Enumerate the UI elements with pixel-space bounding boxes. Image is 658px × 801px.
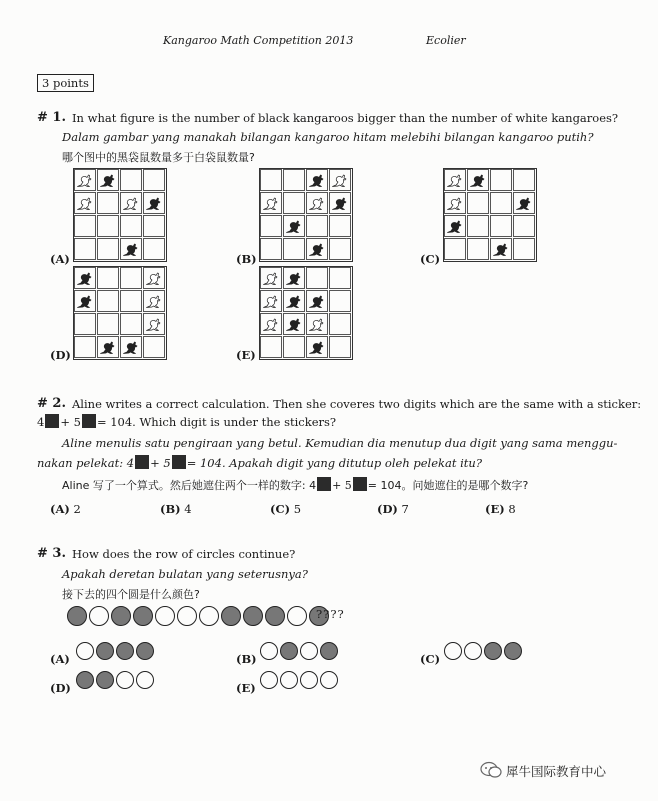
black-kangaroo-icon <box>308 294 326 309</box>
black-kangaroo-icon <box>492 242 510 257</box>
empty-cell <box>143 215 165 237</box>
black-kangaroo-cell <box>143 192 165 214</box>
grey-circle <box>320 642 338 660</box>
empty-cell <box>74 215 96 237</box>
empty-cell <box>143 238 165 260</box>
white-circle <box>89 606 109 626</box>
black-kangaroo-cell <box>444 215 466 237</box>
white-kangaroo-cell <box>143 313 165 335</box>
black-kangaroo-cell <box>490 238 512 260</box>
grey-circle <box>133 606 153 626</box>
q2-chinese-pre: Aline 写了一个算式。然后她遮住两个一样的数字: 4 <box>62 479 317 492</box>
q1-figure-e-label: (E) <box>236 348 256 362</box>
black-kangaroo-cell <box>120 336 142 358</box>
empty-cell <box>467 238 489 260</box>
black-kangaroo-icon <box>99 340 117 355</box>
grey-circle <box>96 671 114 689</box>
empty-cell <box>283 169 305 191</box>
q3-option-c-label: (C) <box>420 652 441 666</box>
white-circle <box>260 671 278 689</box>
q3-number: # 3. <box>37 546 66 561</box>
q2-option-d: (D) 7 <box>377 502 409 516</box>
q2-malay-line1: Aline menulis satu pengiraan yang betul. Kemudian dia menutup dua digit yang sama menggu- <box>62 436 618 450</box>
white-kangaroo-cell <box>120 192 142 214</box>
white-circle <box>287 606 307 626</box>
points-box: 3 points <box>37 74 94 92</box>
q3-option-c-circles <box>444 642 524 660</box>
white-circle <box>300 642 318 660</box>
white-kangaroo-cell <box>260 313 282 335</box>
white-kangaroo-icon <box>331 173 349 188</box>
black-kangaroo-cell <box>283 267 305 289</box>
grey-circle <box>221 606 241 626</box>
black-kangaroo-cell <box>283 290 305 312</box>
q1-figure-c-grid <box>443 168 537 262</box>
white-kangaroo-icon <box>76 173 94 188</box>
black-kangaroo-cell <box>513 192 535 214</box>
empty-cell <box>329 336 351 358</box>
black-kangaroo-cell <box>306 238 328 260</box>
q2-option-c: (C) 5 <box>270 502 302 516</box>
white-circle <box>155 606 175 626</box>
empty-cell <box>329 215 351 237</box>
white-kangaroo-cell <box>329 169 351 191</box>
empty-cell <box>283 192 305 214</box>
q2-option-b: (B) 4 <box>160 502 192 516</box>
q2-chinese-plus: + 5 <box>332 479 352 492</box>
q1-chinese: 哪个图中的黑袋鼠数量多于白袋鼠数量? <box>62 151 255 164</box>
empty-cell <box>120 313 142 335</box>
empty-cell <box>97 238 119 260</box>
q1-malay: Dalam gambar yang manakah bilangan kangaroo hitam melebihi bilangan kangaroo putih? <box>62 130 594 144</box>
q3-option-e-circles <box>260 671 340 689</box>
black-kangaroo-cell <box>306 336 328 358</box>
black-kangaroo-icon <box>99 173 117 188</box>
q1-figure-c-label: (C) <box>420 252 441 266</box>
q1-figure-a-label: (A) <box>50 252 70 266</box>
white-kangaroo-icon <box>262 271 280 286</box>
white-kangaroo-cell <box>444 169 466 191</box>
black-kangaroo-cell <box>120 238 142 260</box>
q2-number: # 2. <box>37 396 66 411</box>
q3-malay: Apakah deretan bulatan yang seterusnya? <box>62 567 308 581</box>
grey-circle <box>96 642 114 660</box>
white-kangaroo-icon <box>76 196 94 211</box>
empty-cell <box>260 215 282 237</box>
empty-cell <box>120 267 142 289</box>
q3-option-a-circles <box>76 642 156 660</box>
white-circle <box>444 642 462 660</box>
sticker <box>172 455 186 469</box>
white-kangaroo-cell <box>74 192 96 214</box>
white-kangaroo-icon <box>145 271 163 286</box>
white-kangaroo-icon <box>308 196 326 211</box>
empty-cell <box>120 215 142 237</box>
black-kangaroo-icon <box>76 294 94 309</box>
empty-cell <box>143 336 165 358</box>
grey-circle <box>484 642 502 660</box>
empty-cell <box>260 238 282 260</box>
q3-chinese: 接下去的四个圆是什么颜色? <box>62 588 200 601</box>
q2-malay-rest: = 104. Apakah digit yang ditutup oleh pelekat itu? <box>186 456 483 470</box>
empty-cell <box>329 267 351 289</box>
empty-cell <box>444 238 466 260</box>
empty-cell <box>97 290 119 312</box>
q1-figure-a-grid <box>73 168 167 262</box>
q2-eq-digit: 4 <box>37 415 45 429</box>
empty-cell <box>260 169 282 191</box>
white-kangaroo-icon <box>446 173 464 188</box>
white-kangaroo-icon <box>262 317 280 332</box>
white-kangaroo-icon <box>145 317 163 332</box>
white-kangaroo-icon <box>446 196 464 211</box>
white-kangaroo-cell <box>306 313 328 335</box>
grey-circle <box>76 671 94 689</box>
empty-cell <box>490 215 512 237</box>
empty-cell <box>74 313 96 335</box>
empty-cell <box>329 290 351 312</box>
black-kangaroo-icon <box>122 242 140 257</box>
q2-chinese-rest: = 104。问她遮住的是哪个数字? <box>367 479 529 492</box>
white-circle <box>260 642 278 660</box>
q2-english-line1: Aline writes a correct calculation. Then she coveres two digits which are the same with a sticker: <box>72 397 642 411</box>
watermark-text: 犀牛国际教育中心 <box>506 764 607 779</box>
black-kangaroo-cell <box>74 290 96 312</box>
white-circle <box>177 606 197 626</box>
black-kangaroo-cell <box>74 267 96 289</box>
white-kangaroo-icon <box>308 317 326 332</box>
grey-circle <box>280 642 298 660</box>
white-kangaroo-cell <box>143 267 165 289</box>
empty-cell <box>283 238 305 260</box>
white-kangaroo-cell <box>260 290 282 312</box>
grey-circle <box>116 642 134 660</box>
empty-cell <box>513 238 535 260</box>
white-kangaroo-icon <box>122 196 140 211</box>
q1-english: In what figure is the number of black kangaroos bigger than the number of white kangaroes? <box>72 111 619 125</box>
wechat-icon <box>480 761 502 779</box>
grey-circle <box>67 606 87 626</box>
black-kangaroo-icon <box>122 340 140 355</box>
black-kangaroo-icon <box>145 196 163 211</box>
white-kangaroo-cell <box>74 169 96 191</box>
black-kangaroo-icon <box>308 340 326 355</box>
white-circle <box>464 642 482 660</box>
q3-option-e-label: (E) <box>236 681 256 695</box>
black-kangaroo-icon <box>285 271 303 286</box>
q1-figure-b-grid <box>259 168 353 262</box>
q3-question-marks: ???? <box>316 607 345 621</box>
q3-option-d-circles <box>76 671 156 689</box>
empty-cell <box>467 192 489 214</box>
q3-option-d-label: (D) <box>50 681 71 695</box>
white-kangaroo-icon <box>262 196 280 211</box>
empty-cell <box>74 238 96 260</box>
black-kangaroo-cell <box>329 192 351 214</box>
white-kangaroo-cell <box>306 192 328 214</box>
empty-cell <box>513 169 535 191</box>
black-kangaroo-cell <box>97 336 119 358</box>
empty-cell <box>120 169 142 191</box>
white-kangaroo-icon <box>262 294 280 309</box>
q3-circle-sequence <box>67 606 331 626</box>
black-kangaroo-icon <box>308 173 326 188</box>
q2-chinese-line <box>62 477 528 493</box>
q3-option-a-label: (A) <box>50 652 70 666</box>
sticker <box>45 414 59 428</box>
white-circle <box>280 671 298 689</box>
black-kangaroo-cell <box>467 169 489 191</box>
white-kangaroo-cell <box>260 192 282 214</box>
empty-cell <box>74 336 96 358</box>
white-circle <box>136 671 154 689</box>
black-kangaroo-icon <box>469 173 487 188</box>
competition-title: Kangaroo Math Competition 2013 <box>163 34 354 47</box>
black-kangaroo-icon <box>285 317 303 332</box>
q3-english: How does the row of circles continue? <box>72 547 296 561</box>
sticker <box>317 477 331 491</box>
black-kangaroo-cell <box>306 169 328 191</box>
white-circle <box>320 671 338 689</box>
q1-figure-b-label: (B) <box>236 252 257 266</box>
sticker <box>353 477 367 491</box>
grey-circle <box>243 606 263 626</box>
empty-cell <box>260 336 282 358</box>
black-kangaroo-icon <box>285 294 303 309</box>
q2-eq-plus: + 5 <box>60 415 81 429</box>
q3-option-b-circles <box>260 642 340 660</box>
q1-figure-e-grid <box>259 266 353 360</box>
sticker <box>135 455 149 469</box>
black-kangaroo-cell <box>306 290 328 312</box>
q1-figure-d-label: (D) <box>50 348 71 362</box>
sticker <box>82 414 96 428</box>
grey-circle <box>504 642 522 660</box>
empty-cell <box>306 215 328 237</box>
empty-cell <box>120 290 142 312</box>
empty-cell <box>306 267 328 289</box>
q1-number: # 1. <box>37 110 66 125</box>
grey-circle <box>136 642 154 660</box>
empty-cell <box>329 313 351 335</box>
white-kangaroo-icon <box>145 294 163 309</box>
q3-option-b-label: (B) <box>236 652 257 666</box>
white-circle <box>116 671 134 689</box>
empty-cell <box>97 313 119 335</box>
empty-cell <box>283 336 305 358</box>
white-kangaroo-cell <box>444 192 466 214</box>
white-circle <box>76 642 94 660</box>
white-kangaroo-cell <box>143 290 165 312</box>
empty-cell <box>490 192 512 214</box>
empty-cell <box>97 192 119 214</box>
q2-malay-line2 <box>37 455 482 470</box>
grey-circle <box>265 606 285 626</box>
empty-cell <box>143 169 165 191</box>
empty-cell <box>97 215 119 237</box>
black-kangaroo-cell <box>283 215 305 237</box>
black-kangaroo-icon <box>285 219 303 234</box>
q2-malay-pre: nakan pelekat: 4 <box>37 456 135 470</box>
empty-cell <box>329 238 351 260</box>
empty-cell <box>513 215 535 237</box>
black-kangaroo-icon <box>308 242 326 257</box>
empty-cell <box>467 215 489 237</box>
black-kangaroo-icon <box>446 219 464 234</box>
q2-eq-rest: = 104. Which digit is under the stickers? <box>96 415 337 429</box>
q2-option-a: (A) 2 <box>50 502 81 516</box>
empty-cell <box>490 169 512 191</box>
q2-option-e: (E) 8 <box>485 502 516 516</box>
black-kangaroo-icon <box>515 196 533 211</box>
black-kangaroo-cell <box>283 313 305 335</box>
black-kangaroo-cell <box>97 169 119 191</box>
level-title: Ecolier <box>426 34 466 47</box>
q2-malay-plus: + 5 <box>150 456 171 470</box>
q1-figure-d-grid <box>73 266 167 360</box>
black-kangaroo-icon <box>76 271 94 286</box>
empty-cell <box>97 267 119 289</box>
grey-circle <box>111 606 131 626</box>
white-circle <box>300 671 318 689</box>
black-kangaroo-icon <box>331 196 349 211</box>
q2-english-line2 <box>37 414 336 429</box>
white-kangaroo-cell <box>260 267 282 289</box>
white-circle <box>199 606 219 626</box>
